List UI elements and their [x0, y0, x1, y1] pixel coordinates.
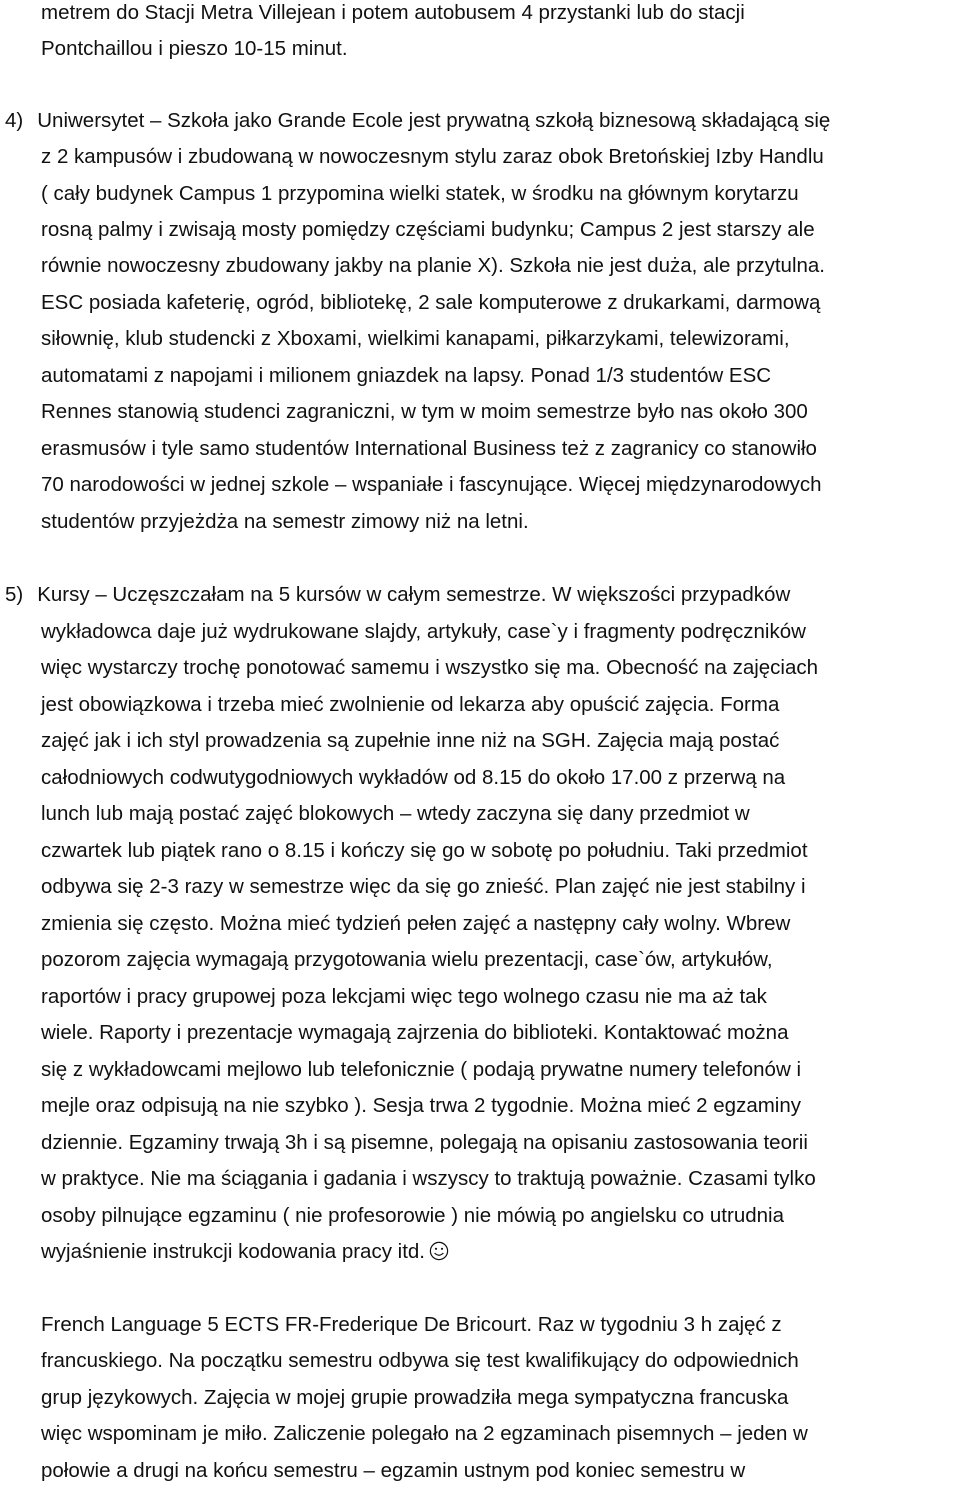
section-4-line-8: automatami z napojami i milionem gniazdek na lapsy. Ponad 1/3 studentów ESC — [41, 364, 772, 387]
french-line-1: French Language 5 ECTS FR-Frederique De Bricourt. Raz w tygodniu 3 h zajęć z — [41, 1313, 782, 1336]
section-5-line-12: raportów i pracy grupowej poza lekcjami więc tego wolnego czasu nie ma aż tak — [41, 985, 767, 1008]
section-5-line-8: czwartek lub piątek rano o 8.15 i kończy się go w sobotę po południu. Taki przedmiot — [41, 839, 808, 862]
section-5-line-4: jest obowiązkowa i trzeba mieć zwolnienie od lekarza aby opuścić zajęcia. Forma — [41, 693, 780, 716]
section-4-line-3: ( cały budynek Campus 1 przypomina wielki statek, w środku na głównym korytarzu — [41, 182, 799, 205]
section-4-line-1: Uniwersytet – Szkoła jako Grande Ecole jest prywatną szkołą biznesową składającą się — [37, 109, 831, 132]
section-4-first-line — [5, 107, 830, 135]
section-4-line-2: z 2 kampusów i zbudowaną w nowoczesnym stylu zaraz obok Bretońskiej Izby Handlu — [41, 145, 824, 168]
section-5-line-19-text: wyjaśnienie instrukcji kodowania pracy itd. — [41, 1240, 425, 1263]
section-4-number: 4) — [5, 109, 24, 132]
section-5-line-16: dziennie. Egzaminy trwają 3h i są pisemne, polegają na opisaniu zastosowania teorii — [41, 1131, 808, 1154]
section-4-line-5: równie nowoczesny zbudowany jakby na planie X). Szkoła nie jest duża, ale przytulna. — [41, 254, 825, 277]
section-4-line-11: 70 narodowości w jednej szkole – wspaniałe i fascynujące. Więcej międzynarodowych — [41, 473, 822, 496]
intro-line-2: Pontchaillou i pieszo 10-15 minut. — [41, 37, 348, 60]
section-5-line-3: więc wystarczy trochę ponotować samemu i wszystko się ma. Obecność na zajęciach — [41, 656, 819, 679]
section-5-line-14: się z wykładowcami mejlowo lub telefonicznie ( podają prywatne numery telefonów i — [41, 1058, 802, 1081]
french-line-2: francuskiego. Na początku semestru odbywa się test kwalifikujący do odpowiednich — [41, 1349, 799, 1372]
section-5-first-line — [5, 581, 790, 609]
section-5-line-17: w praktyce. Nie ma ściągania i gadania i wszyscy to traktują poważnie. Czasami tylko — [41, 1167, 816, 1190]
smiley-face-icon — [429, 1241, 449, 1261]
french-line-5: połowie a drugi na końcu semestru – egzamin ustnym pod koniec semestru w — [41, 1459, 746, 1482]
section-4-line-12: studentów przyjeżdża na semestr zimowy niż na letni. — [41, 510, 529, 533]
section-5-line-1: Kursy – Uczęszczałam na 5 kursów w całym semestrze. W większości przypadków — [37, 583, 791, 606]
section-4-line-4: rosną palmy i zwisają mosty pomiędzy częściami budynku; Campus 2 jest starszy ale — [41, 218, 815, 241]
section-4-line-7: siłownię, klub studencki z Xboxami, wielkimi kanapami, piłkarzykami, telewizorami, — [41, 327, 790, 350]
section-4-line-9: Rennes stanowią studenci zagraniczni, w tym w moim semestrze było nas około 300 — [41, 400, 808, 423]
section-5-number: 5) — [5, 583, 24, 606]
section-5-line-6: całodniowych codwutygodniowych wykładów od 8.15 do około 17.00 z przerwą na — [41, 766, 786, 789]
section-5-line-19 — [41, 1238, 449, 1266]
section-5-line-18: osoby pilnujące egzaminu ( nie profesorowie ) nie mówią po angielsku co utrudnia — [41, 1204, 784, 1227]
section-5-line-5: zajęć jak i ich styl prowadzenia są zupełnie inne niż na SGH. Zajęcia mają postać — [41, 729, 780, 752]
french-line-3: grup językowych. Zajęcia w mojej grupie prowadziła mega sympatyczna francuska — [41, 1386, 789, 1409]
intro-line-1: metrem do Stacji Metra Villejean i potem autobusem 4 przystanki lub do stacji — [41, 1, 745, 24]
section-5-line-2: wykładowca daje już wydrukowane slajdy, artykuły, case`y i fragmenty podręczników — [41, 620, 806, 643]
section-5-line-9: odbywa się 2-3 razy w semestrze więc da się go znieść. Plan zajęć nie jest stabilny i — [41, 875, 806, 898]
section-5-line-13: wiele. Raporty i prezentacje wymagają zajrzenia do biblioteki. Kontaktować można — [41, 1021, 789, 1044]
section-5-line-15: mejle oraz odpisują na nie szybko ). Sesja trwa 2 tygodnie. Można mieć 2 egzaminy — [41, 1094, 802, 1117]
section-5-line-11: pozorom zajęcia wymagają przygotowania wielu prezentacji, case`ów, artykułów, — [41, 948, 773, 971]
section-5-line-10: zmienia się często. Można mieć tydzień pełen zajęć a następny cały wolny. Wbrew — [41, 912, 791, 935]
section-4-line-6: ESC posiada kafeterię, ogród, bibliotekę, 2 sale komputerowe z drukarkami, darmową — [41, 291, 821, 314]
french-line-4: więc wspominam je miło. Zaliczenie polegało na 2 egzaminach pisemnych – jeden w — [41, 1422, 808, 1445]
section-5-line-7: lunch lub mają postać zajęć blokowych – wtedy zaczyna się dany przedmiot w — [41, 802, 750, 825]
section-4-line-10: erasmusów i tyle samo studentów International Business też z zagranicy co stanowiło — [41, 437, 817, 460]
